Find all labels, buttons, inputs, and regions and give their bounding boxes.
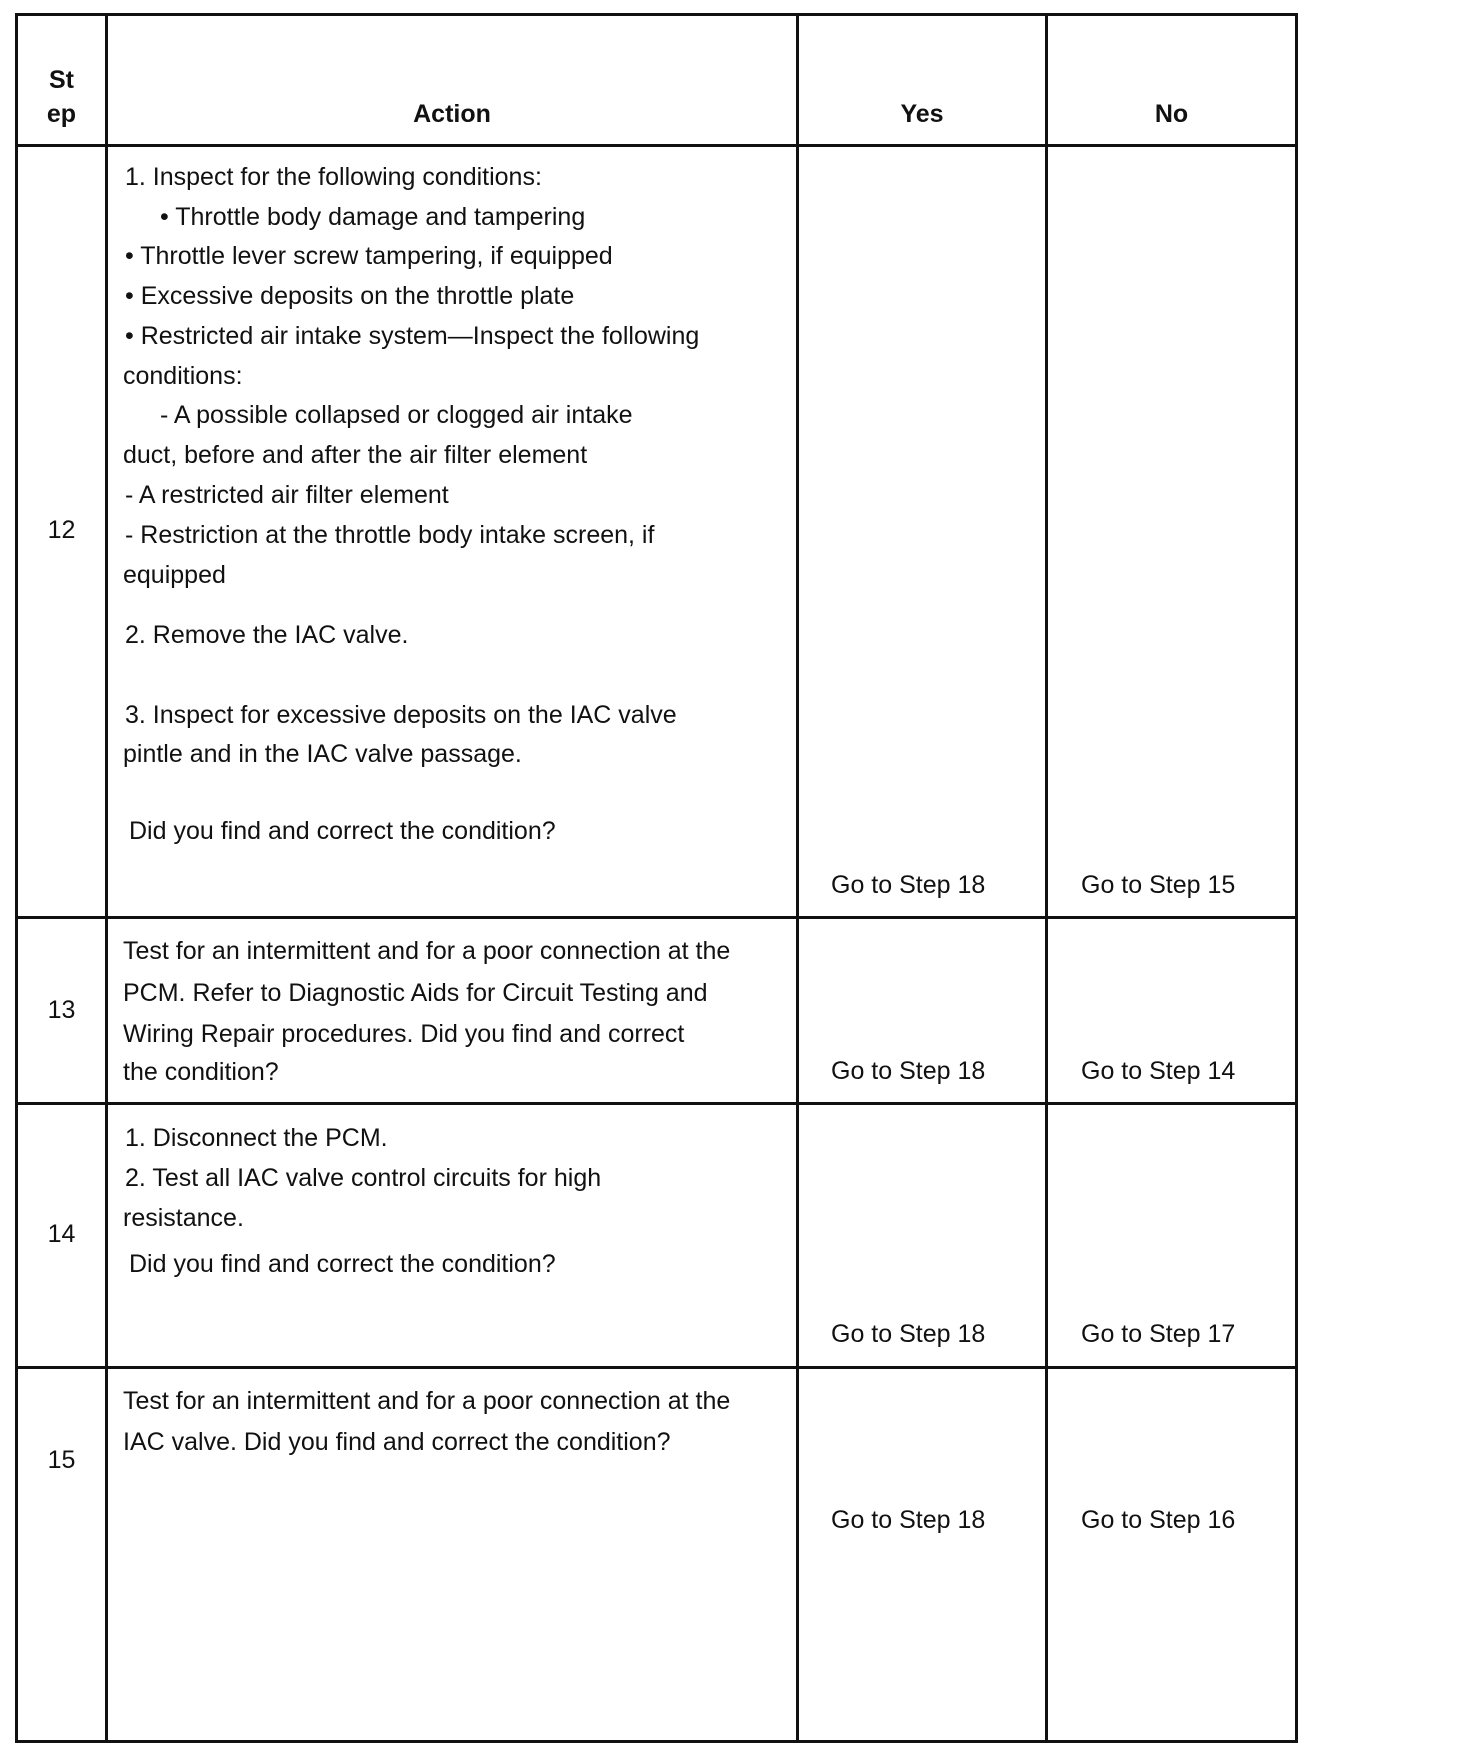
row-divider-12 (15, 916, 1298, 919)
step-number-12: 12 (47, 516, 76, 544)
action-line: - A possible collapsed or clogged air intake (160, 401, 633, 429)
action-line: the condition? (123, 1058, 279, 1086)
step-number-14: 14 (47, 1220, 76, 1248)
table-border-bottom (15, 1740, 1298, 1743)
action-line: equipped (123, 561, 226, 589)
yes-outcome: Go to Step 18 (831, 1057, 986, 1085)
action-question: Did you find and correct the condition? (129, 817, 556, 845)
action-line: conditions: (123, 362, 243, 390)
action-line: Test for an intermittent and for a poor connection at the (123, 937, 731, 965)
header-divider (15, 144, 1298, 147)
action-line: Test for an intermittent and for a poor connection at the (123, 1387, 731, 1415)
action-line: duct, before and after the air filter element (123, 441, 588, 469)
yes-outcome: Go to Step 18 (831, 1320, 986, 1348)
action-line: 2. Remove the IAC valve. (125, 621, 409, 649)
action-line: 2. Test all IAC valve control circuits for high (125, 1164, 602, 1192)
yes-outcome: Go to Step 18 (831, 1506, 986, 1534)
step-number-15: 15 (47, 1446, 76, 1474)
action-line: 3. Inspect for excessive deposits on the IAC valve (125, 701, 677, 729)
action-line: - A restricted air filter element (125, 481, 449, 509)
action-line: 1. Inspect for the following conditions: (125, 163, 542, 191)
column-divider-yes (1045, 13, 1048, 1742)
row-divider-13 (15, 1102, 1298, 1105)
table-border-top (15, 13, 1298, 16)
step-number-13: 13 (47, 996, 76, 1024)
action-line: • Throttle body damage and tampering (160, 203, 586, 231)
action-line: IAC valve. Did you find and correct the condition? (123, 1428, 671, 1456)
no-outcome: Go to Step 16 (1081, 1506, 1236, 1534)
header-step-line1: St (49, 66, 74, 94)
header-yes: Yes (900, 100, 944, 128)
header-step-line2: ep (46, 100, 77, 128)
action-line: PCM. Refer to Diagnostic Aids for Circuit Testing and (123, 979, 708, 1007)
action-line: - Restriction at the throttle body intake screen, if (125, 521, 655, 549)
action-line: • Throttle lever screw tampering, if equipped (125, 242, 613, 270)
column-divider-action (796, 13, 799, 1742)
row-divider-14 (15, 1366, 1298, 1369)
action-line: pintle and in the IAC valve passage. (123, 740, 522, 768)
table-border-left (15, 13, 18, 1742)
no-outcome: Go to Step 17 (1081, 1320, 1236, 1348)
action-line: Wiring Repair procedures. Did you find and correct (123, 1020, 685, 1048)
diagnostic-table (15, 13, 1471, 1742)
header-no: No (1154, 100, 1189, 128)
action-line: • Restricted air intake system—Inspect the following (125, 322, 700, 350)
action-question: Did you find and correct the condition? (129, 1250, 556, 1278)
table-border-right (1295, 13, 1298, 1742)
action-line: • Excessive deposits on the throttle plate (125, 282, 575, 310)
column-divider-step (105, 13, 108, 1742)
yes-outcome: Go to Step 18 (831, 871, 986, 899)
action-line: resistance. (123, 1204, 244, 1232)
header-action: Action (413, 100, 491, 128)
no-outcome: Go to Step 15 (1081, 871, 1236, 899)
action-line: 1. Disconnect the PCM. (125, 1124, 388, 1152)
no-outcome: Go to Step 14 (1081, 1057, 1236, 1085)
